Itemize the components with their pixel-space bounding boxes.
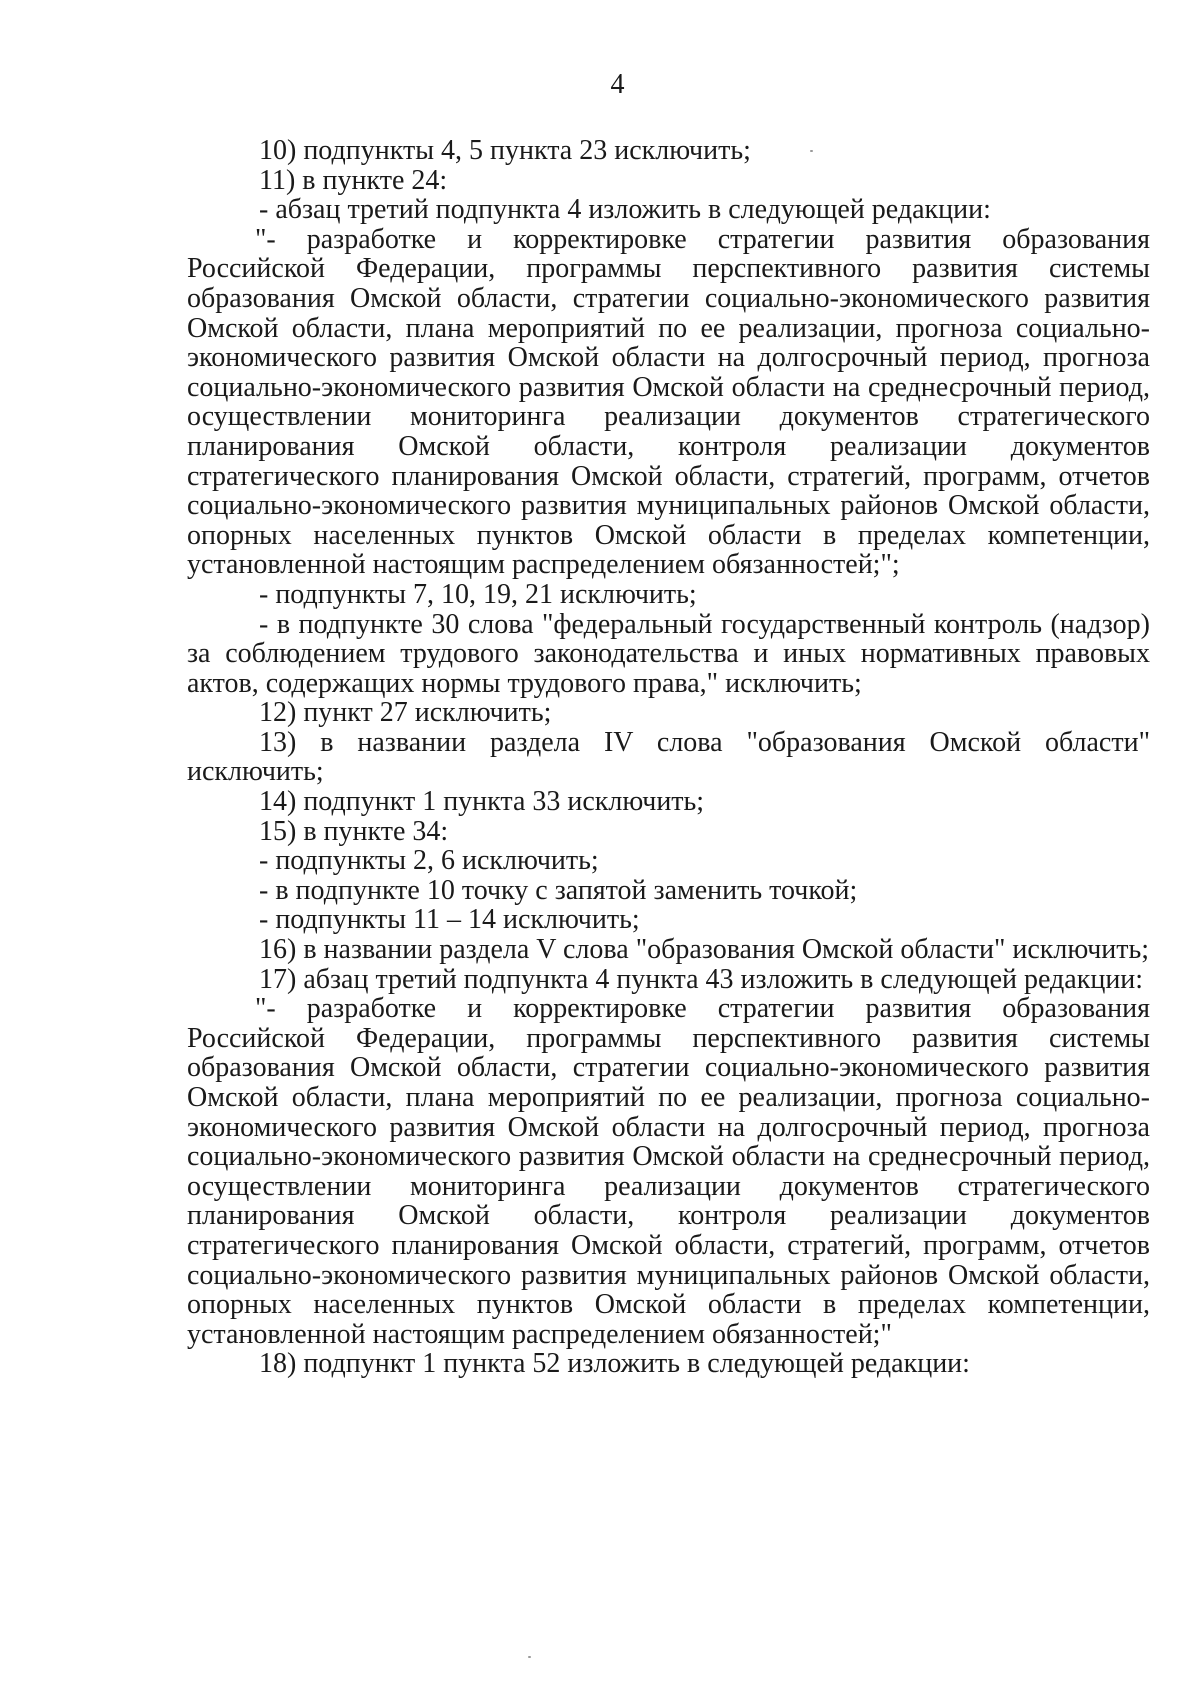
paragraph-item-13: 13) в названии раздела IV слова "образования Омской области" исключить; xyxy=(187,726,1150,788)
paragraph-item-14: 14) подпункт 1 пункта 33 исключить; xyxy=(259,786,705,818)
paragraph-item-15-exclusions-range: - подпункты 11 – 14 исключить; xyxy=(259,904,640,936)
paragraph-item-18: 18) подпункт 1 пункта 52 изложить в следующей редакции: xyxy=(259,1348,970,1380)
scan-speck xyxy=(810,150,813,152)
paragraph-item-11: 11) в пункте 24: xyxy=(259,164,448,196)
paragraph-item-11-subitem-30: - в подпункте 30 слова "федеральный государственный контроль (надзор) за соблюдением трудового законодательства и иных нормативных правовых актов, содержащих нормы трудового права," исключить; xyxy=(187,608,1150,699)
paragraph-item-10: 10) подпункты 4, 5 пункта 23 исключить; xyxy=(259,135,751,166)
paragraph-item-15: 15) в пункте 34: xyxy=(259,815,449,847)
paragraph-item-16: 16) в названии раздела V слова "образования Омской области" исключить; xyxy=(259,934,1150,966)
quoted-amendment-text-2: "- разработке и корректировке стратегии развития образования Российской Федерации, программы перспективного развития системы образования Омской области, стратегии социально-экономического развития Омской области, плана мероприятий по ее реализации, прогноза социально-экономического развития Омской области на долгосрочный период, прогноза социально-экономического развития Омской области на среднесрочный период, осуществлении мониторинга реализации документов стратегического планирования Омской области, контроля реализации документов стратегического планирования Омской области, стратегий, программ, отчетов социально-экономического развития муниципальных районов Омской области, опорных населенных пунктов Омской области в пределах компетенции, установленной настоящим распределением обязанностей;" xyxy=(187,993,1150,1350)
paragraph-item-11-subitem: - абзац третий подпункта 4 изложить в следующей редакции: xyxy=(259,194,991,226)
scan-speck xyxy=(528,1656,531,1658)
paragraph-item-17: 17) абзац третий подпункта 4 пункта 43 изложить в следующей редакции: xyxy=(259,963,1144,995)
paragraph-item-11-exclusions: - подпункты 7, 10, 19, 21 исключить; xyxy=(259,578,697,610)
document-body xyxy=(187,136,1150,1379)
paragraph-item-12: 12) пункт 27 исключить; xyxy=(259,697,552,729)
paragraph-item-15-exclusions: - подпункты 2, 6 исключить; xyxy=(259,845,599,877)
quoted-amendment-text: "- разработке и корректировке стратегии развития образования Российской Федерации, программы перспективного развития системы образования Омской области, стратегии социально-экономического развития Омской области, плана мероприятий по ее реализации, прогноза социально-экономического развития Омской области на долгосрочный период, прогноза социально-экономического развития Омской области на среднесрочный период, осуществлении мониторинга реализации документов стратегического планирования Омской области, контроля реализации документов стратегического планирования Омской области, стратегий, программ, отчетов социально-экономического развития муниципальных районов Омской области, опорных населенных пунктов Омской области в пределах компетенции, установленной настоящим распределением обязанностей;"; xyxy=(187,223,1150,581)
page-number: 4 xyxy=(610,69,625,100)
paragraph-item-15-subitem-10: - в подпункте 10 точку с запятой заменить точкой; xyxy=(259,874,858,906)
